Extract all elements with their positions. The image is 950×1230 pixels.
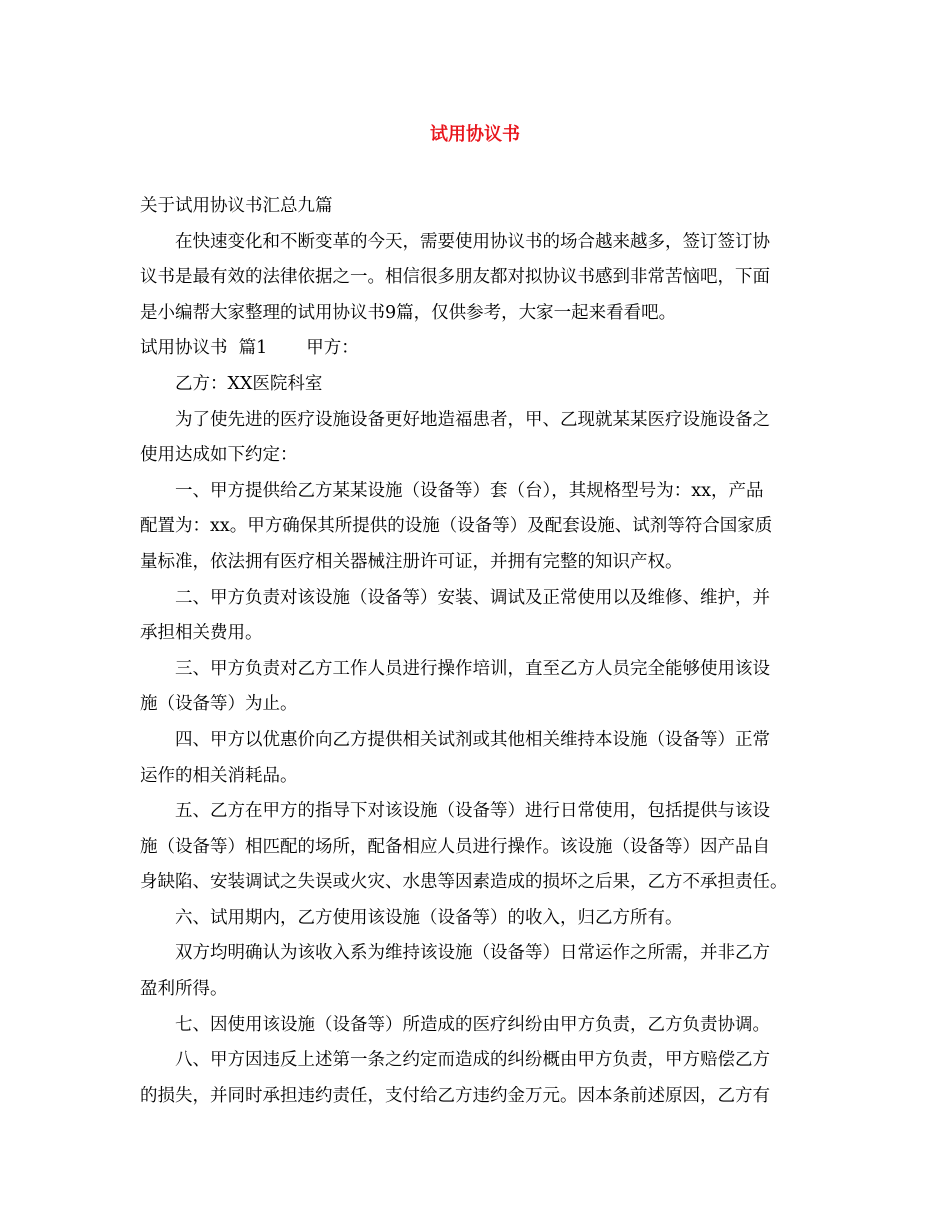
body-line: 是小编帮大家整理的试用协议书9篇，仅供参考，大家一起来看看吧。 [140, 302, 677, 323]
body-line: 运作的相关消耗品。 [140, 765, 298, 786]
body-line: 四、甲方以优惠价向乙方提供相关试剂或其他相关维持本设施（设备等）正常 [175, 729, 770, 750]
body-line: 五、乙方在甲方的指导下对该设施（设备等）进行日常使用，包括提供与该设 [175, 801, 770, 822]
body-line: 三、甲方负责对乙方工作人员进行操作培训，直至乙方人员完全能够使用该设 [175, 658, 770, 679]
body-line: 六、试用期内，乙方使用该设施（设备等）的收入，归乙方所有。 [175, 907, 683, 928]
body-line: 量标准，依法拥有医疗相关器械注册许可证，并拥有完整的知识产权。 [140, 551, 683, 572]
body-line: 八、甲方因违反上述第一条之约定而造成的纠纷概由甲方负责，甲方赔偿乙方 [175, 1050, 770, 1071]
body-line: 施（设备等）为止。 [140, 694, 298, 715]
body-line: 在快速变化和不断变革的今天，需要使用协议书的场合越来越多，签订签订协 [175, 231, 770, 252]
body-line: 配置为：xx。甲方确保其所提供的设施（设备等）及配套设施、试剂等符合国家质 [140, 516, 773, 537]
body-line: 施（设备等）相匹配的场所，配备相应人员进行操作。该设施（设备等）因产品自 [140, 836, 770, 857]
document-title: 试用协议书 [430, 124, 520, 145]
body-line: 二、甲方负责对该设施（设备等）安装、调试及正常使用以及维修、维护，并 [175, 587, 770, 608]
body-line: 为了使先进的医疗设施设备更好地造福患者，甲、乙现就某某医疗设施设备之 [175, 409, 770, 430]
body-line: 试用协议书 篇1 甲方： [140, 338, 359, 359]
body-line: 双方均明确认为该收入系为维持该设施（设备等）日常运作之所需，并非乙方 [175, 943, 770, 964]
body-line: 关于试用协议书汇总九篇 [140, 196, 333, 216]
body-line: 身缺陷、安装调试之失误或火灾、水患等因素造成的损坏之后果，乙方不承担责任。 [140, 872, 788, 893]
body-line: 议书是最有效的法律依据之一。相信很多朋友都对拟协议书感到非常苦恼吧，下面 [140, 267, 770, 288]
body-line: 乙方：XX医院科室 [175, 373, 323, 394]
body-line: 承担相关费用。 [140, 623, 263, 644]
document-body [140, 189, 820, 1114]
body-line: 一、甲方提供给乙方某某设施（设备等）套（台），其规格型号为：xx，产品 [175, 480, 764, 501]
body-line: 七、因使用该设施（设备等）所造成的医疗纠纷由甲方负责，乙方负责协调。 [175, 1014, 770, 1035]
body-line: 的损失，并同时承担违约责任，支付给乙方违约金万元。因本条前述原因，乙方有 [140, 1085, 770, 1106]
body-line: 盈利所得。 [140, 979, 228, 1000]
body-line: 使用达成如下约定： [140, 445, 298, 466]
